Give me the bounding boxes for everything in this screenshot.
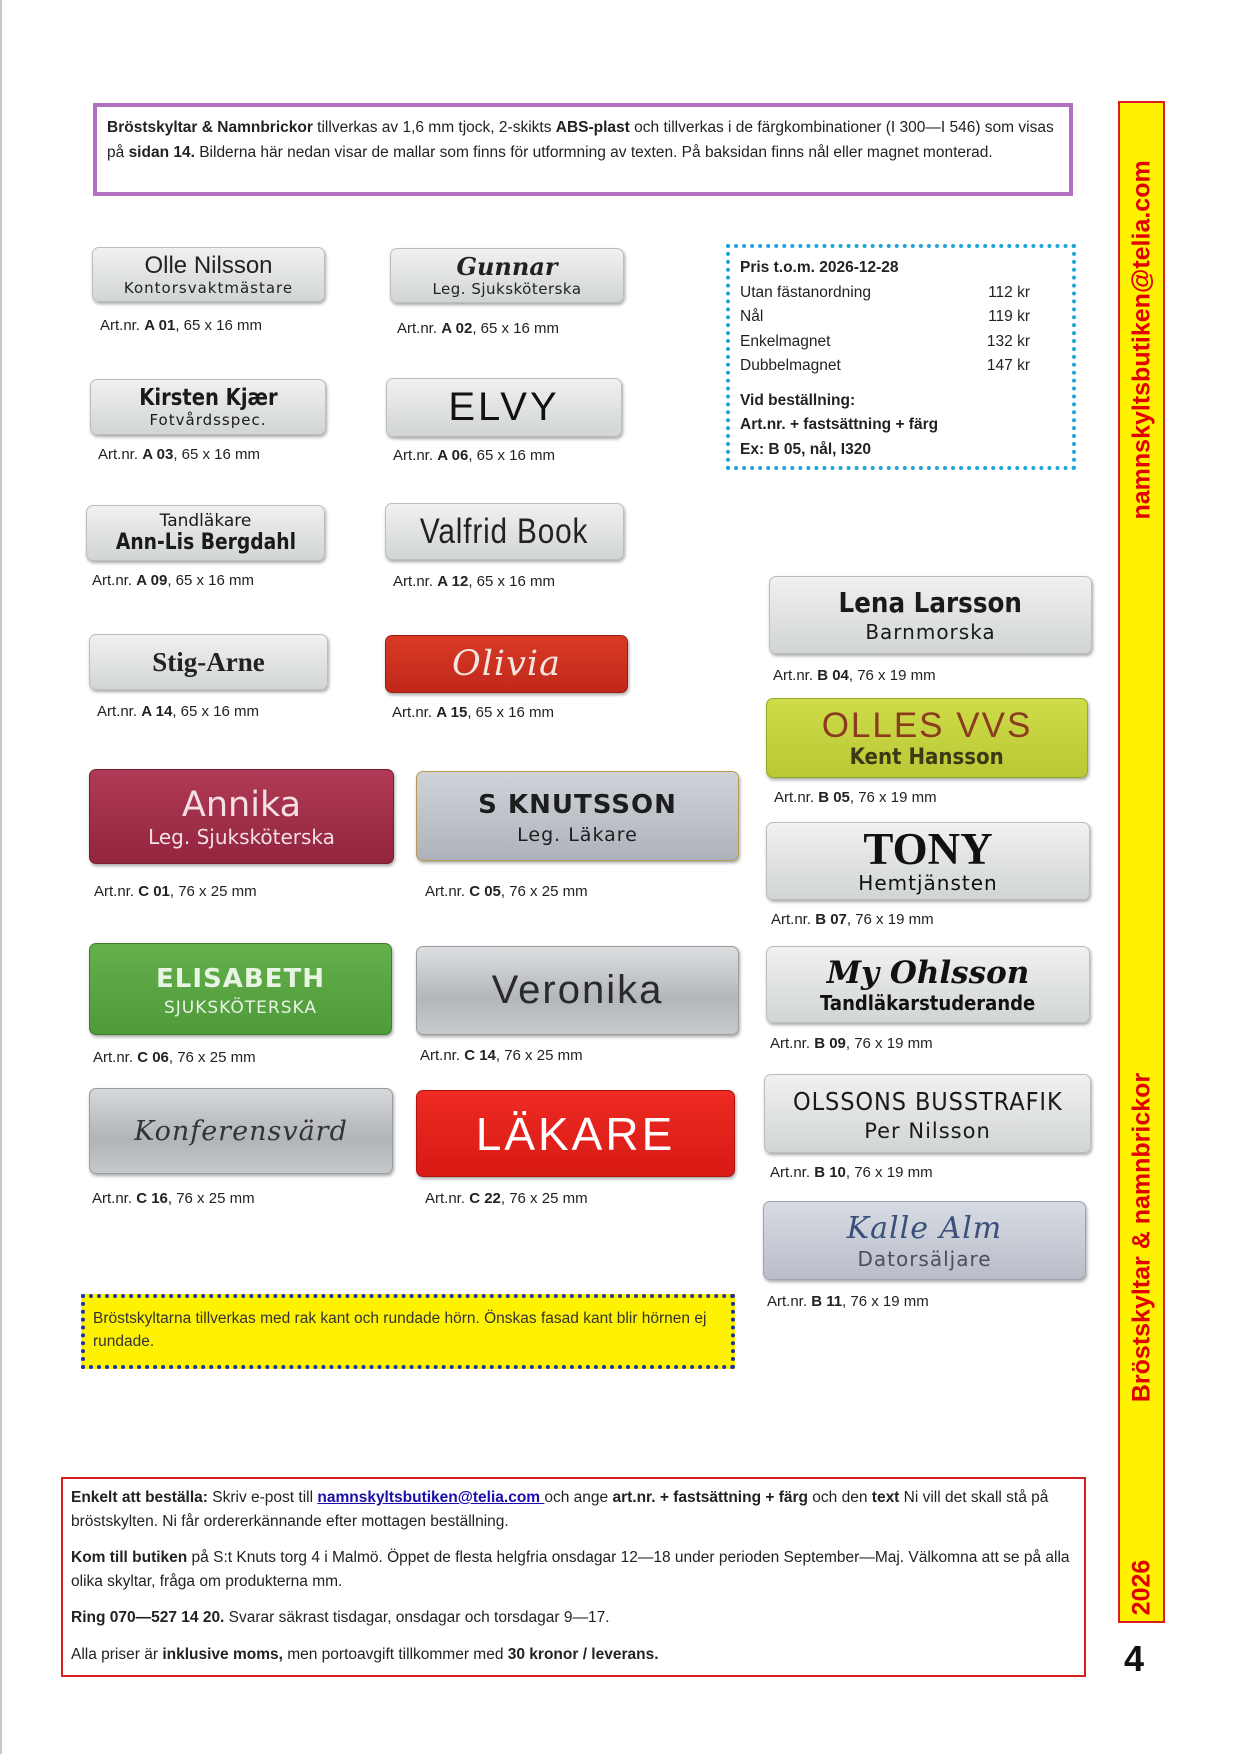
- sign-line-1: TONY: [863, 824, 993, 874]
- sign-line-2: Leg. Läkare: [517, 824, 638, 846]
- price-value: 119 kr: [988, 308, 1030, 325]
- art-prefix: Art.nr.: [393, 447, 438, 464]
- sign-b04: [769, 576, 1092, 654]
- store-text: på S:t Knuts torg 4 i Malmö. Öppet de flesta helgfria onsdagar 12—18 under perioden September—Maj. Välkomna att se på alla olika skyltar, fråga om produkterna mm.: [71, 1549, 1070, 1590]
- art-number: A 14: [141, 703, 173, 720]
- order-text-bold: text: [871, 1489, 900, 1506]
- art-number: A 02: [441, 320, 473, 337]
- art-prefix: Art.nr.: [425, 1190, 470, 1207]
- price-title: Pris t.o.m. 2026-12-28: [740, 259, 899, 276]
- art-prefix: Art.nr.: [94, 883, 139, 900]
- caption-a03: [98, 446, 260, 463]
- price-note-vat: inklusive moms,: [162, 1645, 283, 1663]
- art-size: , 76 x 19 mm: [846, 911, 934, 928]
- sign-c22: [416, 1090, 735, 1177]
- art-number: B 04: [817, 667, 849, 684]
- price-row: [740, 330, 1062, 355]
- art-size: , 65 x 16 mm: [472, 320, 560, 337]
- art-prefix: Art.nr.: [393, 573, 438, 590]
- art-size: , 76 x 25 mm: [168, 1049, 256, 1066]
- sign-a06: [386, 378, 622, 437]
- edge-note: Bröstskyltarna tillverkas med rak kant och rundade hörn. Önskas fasad kant blir hörnen ej rundade.: [81, 1294, 735, 1369]
- art-number: A 15: [436, 704, 468, 721]
- price-value: 112 kr: [988, 283, 1030, 301]
- art-prefix: Art.nr.: [774, 789, 819, 806]
- price-box: [726, 244, 1076, 470]
- side-title: Bröstskyltar & namnbrickor: [1127, 1072, 1156, 1403]
- sign-line-1: Olivia: [452, 644, 561, 684]
- order-text-2: och ange: [544, 1489, 613, 1506]
- art-number: B 05: [818, 789, 850, 806]
- sign-a12: [385, 503, 624, 560]
- price-value: 132 kr: [986, 332, 1030, 350]
- art-size: , 65 x 16 mm: [172, 703, 260, 720]
- price-label: Nål: [740, 308, 764, 325]
- intro-bold-material: ABS-plast: [555, 119, 630, 136]
- page-number: 4: [1124, 1638, 1145, 1679]
- caption-b04: [773, 667, 936, 684]
- caption-b05: [774, 789, 937, 806]
- sign-line-2: Fotvårdsspec.: [149, 411, 267, 429]
- art-prefix: Art.nr.: [773, 667, 818, 684]
- order-text-3: och den: [808, 1489, 872, 1506]
- phone-info: [71, 1606, 1076, 1630]
- order-text: Skriv e-post till: [207, 1489, 318, 1506]
- intro-text: tillverkas av 1,6 mm tjock, 2-skikts: [312, 119, 556, 136]
- art-size: , 76 x 19 mm: [842, 1293, 929, 1310]
- art-prefix: Art.nr.: [100, 317, 145, 334]
- sign-b05: [766, 698, 1088, 778]
- art-prefix: Art.nr.: [771, 911, 816, 928]
- sign-a02: [390, 248, 624, 303]
- price-note-text-2: men portoavgift tillkommer med: [282, 1645, 508, 1663]
- intro-text-3: Bilderna här nedan visar de mallar som finns för utformning av texten. På baksidan finns nål eller magnet monterad.: [194, 144, 993, 161]
- caption-b07: [771, 911, 934, 928]
- price-note-text: Alla priser är: [71, 1645, 163, 1663]
- caption-a09: [92, 572, 254, 589]
- sign-line-1: Stig-Arne: [152, 646, 265, 677]
- caption-b09: [770, 1035, 933, 1052]
- art-number: C 01: [138, 883, 170, 900]
- art-size: , 76 x 25 mm: [495, 1047, 583, 1064]
- art-prefix: Art.nr.: [425, 883, 470, 900]
- price-note-shipping: 30 kronor / leverans.: [507, 1645, 659, 1663]
- order-heading: Enkelt att beställa:: [71, 1489, 208, 1506]
- caption-c06: [93, 1049, 256, 1066]
- sign-line-1: Lena Larsson: [838, 586, 1023, 619]
- order-example: Ex: B 05, nål, I320: [740, 440, 871, 458]
- price-note: [71, 1643, 1076, 1667]
- order-info: [71, 1486, 1076, 1533]
- art-number: A 06: [437, 447, 469, 464]
- art-prefix: Art.nr.: [420, 1047, 465, 1064]
- side-year: 2026: [1127, 1559, 1156, 1616]
- art-number: C 06: [137, 1049, 169, 1066]
- caption-a01: [100, 317, 262, 334]
- sign-b09: [766, 946, 1090, 1023]
- side-email: namnskyltsbutiken@telia.com: [1127, 160, 1156, 520]
- sign-a14: [89, 634, 328, 690]
- art-number: B 11: [811, 1293, 843, 1310]
- art-prefix: Art.nr.: [770, 1164, 815, 1181]
- sign-line-1: Gunnar: [456, 251, 558, 281]
- art-size: , 76 x 19 mm: [845, 1035, 933, 1052]
- art-number: B 07: [815, 911, 847, 928]
- sign-line-2: Ann-Lis Bergdahl: [115, 530, 296, 555]
- art-size: , 76 x 25 mm: [500, 1190, 588, 1207]
- store-info: [71, 1546, 1076, 1593]
- store-heading: Kom till butiken: [71, 1549, 188, 1566]
- price-label: Utan fästanordning: [740, 283, 871, 301]
- art-number: A 09: [136, 572, 168, 589]
- caption-a12: [393, 573, 555, 590]
- sign-line-2: Leg. Sjuksköterska: [432, 279, 582, 298]
- sign-line-1: Olle Nilsson: [144, 251, 273, 279]
- art-size: , 65 x 16 mm: [167, 572, 255, 589]
- sign-line-1: Annika: [181, 784, 302, 825]
- art-number: C 22: [469, 1190, 501, 1207]
- page-edge: [0, 0, 2, 1754]
- price-row: [740, 305, 1062, 330]
- order-text-4: Ni vill det skall stå på bröstskylten. Ni får ordererkännande efter mottagen beställning.: [71, 1489, 1049, 1530]
- intro-bold: Bröstskyltar & Namnbrickor: [107, 119, 313, 136]
- art-size: , 76 x 19 mm: [845, 1164, 933, 1181]
- sign-line-1: Tandläkare: [159, 511, 252, 531]
- art-size: , 76 x 19 mm: [849, 789, 937, 806]
- sign-line-2: Hemtjänsten: [858, 871, 998, 895]
- art-prefix: Art.nr.: [392, 704, 437, 721]
- sign-line-1: Kirsten Kjær: [138, 385, 278, 411]
- caption-c14: [420, 1047, 583, 1064]
- art-number: B 09: [814, 1035, 846, 1052]
- art-size: , 65 x 16 mm: [468, 573, 556, 590]
- art-size: , 65 x 16 mm: [467, 704, 555, 721]
- art-number: C 16: [136, 1190, 168, 1207]
- sign-b11: [763, 1201, 1086, 1280]
- caption-a02: [397, 320, 559, 337]
- art-number: B 10: [814, 1164, 846, 1181]
- caption-a06: [393, 447, 555, 464]
- email-link[interactable]: namnskyltsbutiken@telia.com: [317, 1489, 545, 1506]
- caption-a15: [392, 704, 554, 721]
- sign-line-2: Tandläkarstuderande: [820, 990, 1036, 1015]
- art-prefix: Art.nr.: [397, 320, 442, 337]
- art-prefix: Art.nr.: [767, 1293, 812, 1310]
- art-prefix: Art.nr.: [92, 1190, 137, 1207]
- sign-a15: [385, 635, 628, 693]
- art-number: C 05: [469, 883, 501, 900]
- sign-line-2: Leg. Sjuksköterska: [148, 824, 335, 849]
- art-size: , 65 x 16 mm: [173, 446, 261, 463]
- caption-c05: [425, 883, 588, 900]
- art-size: , 76 x 25 mm: [169, 883, 257, 900]
- sign-line-1: OLSSONS BUSSTRAFIK: [792, 1086, 1063, 1116]
- intro-bold-page: sidan 14.: [128, 144, 195, 161]
- sign-line-1: LÄKARE: [475, 1107, 676, 1160]
- art-number: A 03: [142, 446, 174, 463]
- price-row: [740, 354, 1062, 379]
- intro-text-2: och tillverkas i de färgkombinationer (I 300—I 546) som visas på: [107, 119, 1054, 161]
- price-value: 147 kr: [986, 357, 1030, 374]
- art-size: , 76 x 25 mm: [500, 883, 588, 900]
- price-label: Enkelmagnet: [740, 332, 831, 350]
- art-size: , 76 x 25 mm: [167, 1190, 255, 1207]
- art-prefix: Art.nr.: [97, 703, 142, 720]
- sign-b10: [764, 1074, 1091, 1153]
- sign-c14: [416, 946, 739, 1035]
- caption-a14: [97, 703, 259, 720]
- caption-c16: [92, 1190, 255, 1207]
- order-heading: Vid beställning:: [740, 391, 856, 409]
- sign-a09: [86, 505, 325, 561]
- sign-a01: [92, 247, 325, 302]
- art-size: , 65 x 16 mm: [175, 317, 263, 334]
- sign-line-1: OLLES VVS: [821, 705, 1033, 745]
- sign-c01: [89, 769, 394, 864]
- art-prefix: Art.nr.: [92, 572, 137, 589]
- sign-line-1: ELVY: [448, 385, 560, 429]
- caption-b11: [767, 1293, 929, 1310]
- sign-line-1: Kalle Alm: [846, 1210, 1003, 1246]
- art-size: , 65 x 16 mm: [468, 447, 556, 464]
- art-prefix: Art.nr.: [98, 446, 143, 463]
- order-format: Art.nr. + fastsättning + färg: [740, 416, 939, 433]
- caption-c01: [94, 883, 257, 900]
- order-format: art.nr. + fastsättning + färg: [612, 1489, 808, 1506]
- sign-c05: [416, 771, 739, 861]
- sign-c06: [89, 943, 392, 1035]
- sign-line-1: Konferensvärd: [134, 1115, 348, 1147]
- phone-hours: Svarar säkrast tisdagar, onsdagar och torsdagar 9—17.: [224, 1609, 610, 1626]
- sign-line-1: Veronika: [491, 968, 664, 1012]
- sign-line-1: Valfrid Book: [420, 511, 589, 551]
- art-prefix: Art.nr.: [770, 1035, 815, 1052]
- price-label: Dubbelmagnet: [740, 357, 841, 374]
- sign-line-1: My Ohlsson: [826, 954, 1030, 991]
- caption-c22: [425, 1190, 588, 1207]
- art-size: , 76 x 19 mm: [848, 667, 936, 684]
- sign-line-2: Barnmorska: [865, 620, 996, 644]
- sign-line-2: SJUKSKÖTERSKA: [164, 998, 317, 1018]
- art-number: A 01: [144, 317, 176, 334]
- sign-line-2: Datorsäljare: [857, 1246, 992, 1271]
- art-prefix: Art.nr.: [93, 1049, 138, 1066]
- intro-box: [93, 103, 1073, 196]
- art-number: A 12: [437, 573, 469, 590]
- caption-b10: [770, 1164, 933, 1181]
- price-row: [740, 281, 1062, 306]
- sign-line-2: Kent Hansson: [849, 744, 1005, 770]
- art-number: C 14: [464, 1047, 496, 1064]
- sign-a03: [90, 379, 326, 435]
- sign-c16: [89, 1088, 393, 1174]
- sign-line-2: Per Nilsson: [864, 1118, 991, 1143]
- phone-number: Ring 070—527 14 20.: [71, 1609, 225, 1626]
- footer-info: [61, 1477, 1086, 1677]
- sign-line-1: ELISABETH: [156, 964, 325, 994]
- sign-b07: [766, 822, 1090, 900]
- sign-line-2: Kontorsvaktmästare: [123, 278, 294, 297]
- sign-line-1: S KNUTSSON: [478, 790, 677, 820]
